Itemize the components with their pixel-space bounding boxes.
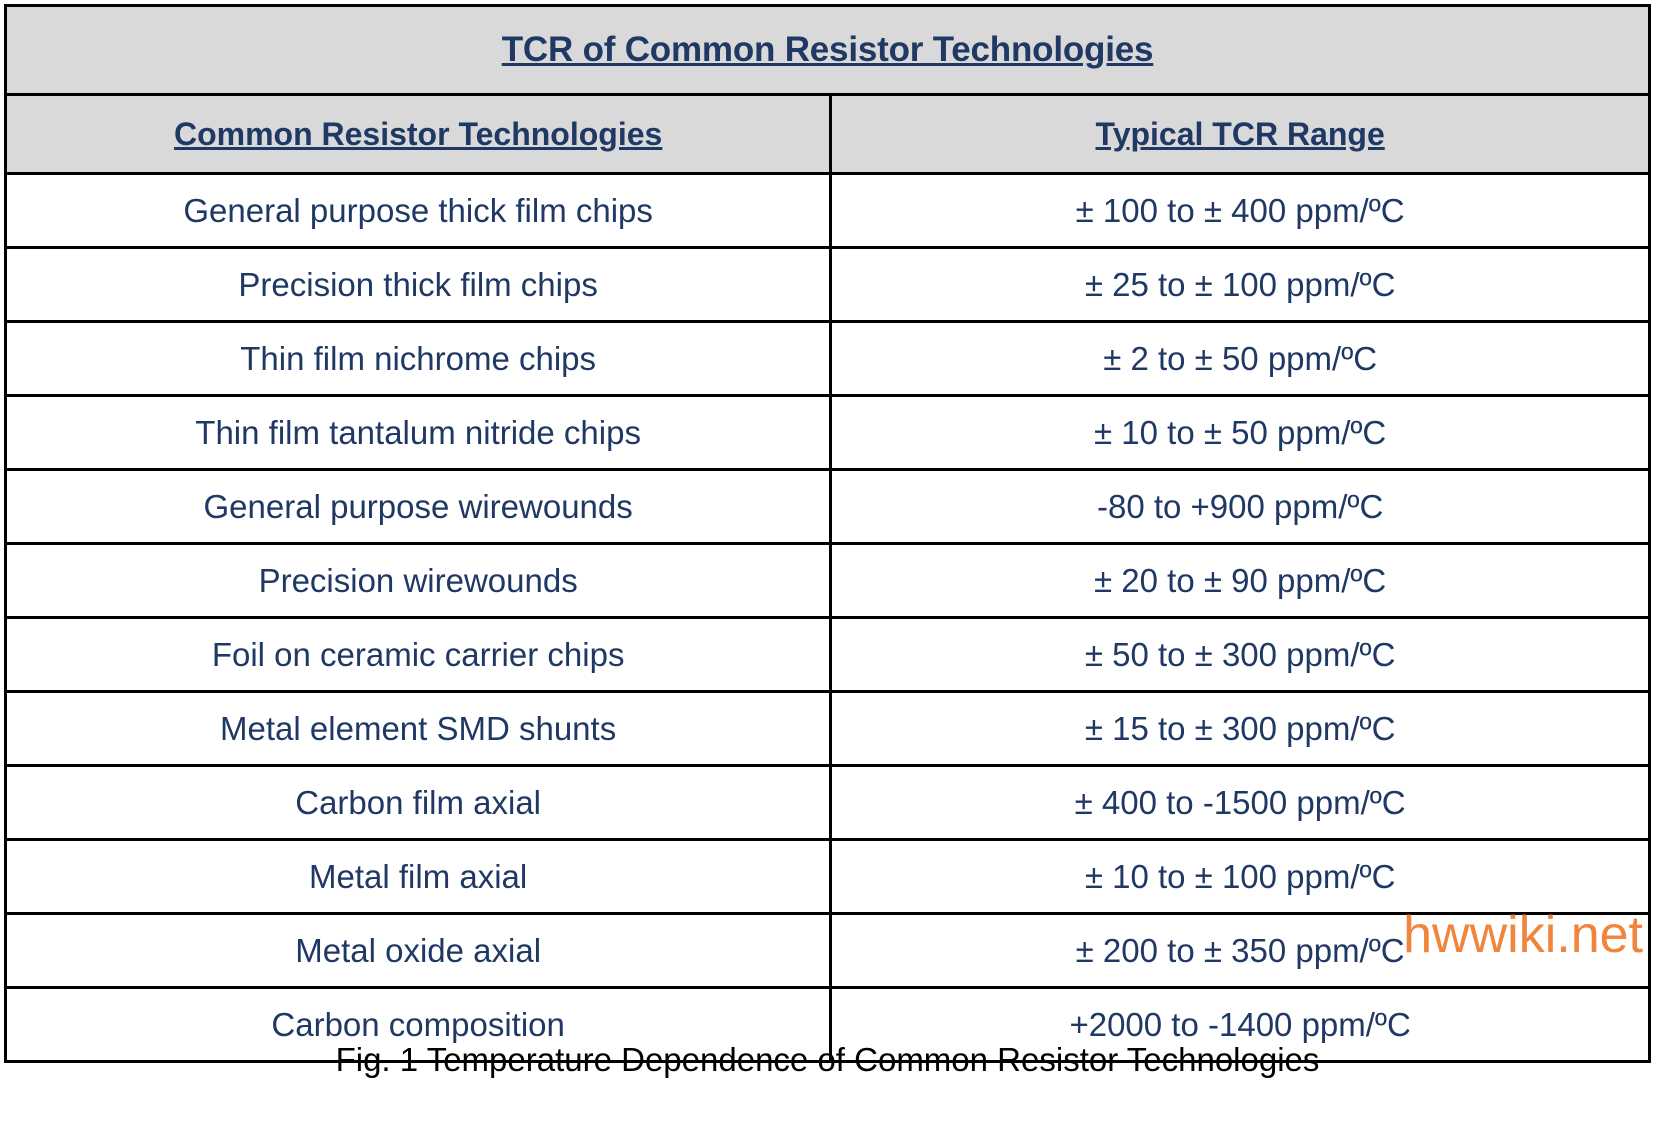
cell-technology: Thin film tantalum nitride chips (6, 396, 831, 470)
cell-technology: Carbon film axial (6, 766, 831, 840)
tcr-table (4, 4, 1651, 1063)
table-row (6, 766, 1650, 840)
table-header-row (6, 95, 1650, 174)
watermark-text: hwwiki.net (1403, 906, 1643, 964)
table-row (6, 174, 1650, 248)
column-header-tcr-range (831, 95, 1650, 174)
cell-technology: Foil on ceramic carrier chips (6, 618, 831, 692)
cell-tcr-range: ± 2 to ± 50 ppm/ºC (831, 322, 1650, 396)
cell-technology: Precision thick film chips (6, 248, 831, 322)
figure-caption: Fig. 1 Temperature Dependence of Common Resistor Technologies (335, 1041, 1320, 1078)
tcr-table-container (4, 4, 1651, 1063)
cell-technology: Carbon composition (6, 988, 831, 1062)
table-row (6, 470, 1650, 544)
cell-technology: Metal oxide axial (6, 914, 831, 988)
table-row (6, 618, 1650, 692)
cell-tcr-range: +2000 to -1400 ppm/ºC (831, 988, 1650, 1062)
cell-tcr-range: ± 400 to -1500 ppm/ºC (831, 766, 1650, 840)
column-header-technologies (6, 95, 831, 174)
table-row (6, 692, 1650, 766)
cell-technology: General purpose wirewounds (6, 470, 831, 544)
column-header-tcr-range-label: Typical TCR Range (1095, 115, 1385, 152)
table-row (6, 544, 1650, 618)
cell-tcr-range: ± 20 to ± 90 ppm/ºC (831, 544, 1650, 618)
cell-technology: Thin film nichrome chips (6, 322, 831, 396)
table-row (6, 914, 1650, 988)
cell-tcr-range: ± 10 to ± 100 ppm/ºC (831, 840, 1650, 914)
cell-tcr-range: ± 50 to ± 300 ppm/ºC (831, 618, 1650, 692)
table-row (6, 248, 1650, 322)
cell-technology: General purpose thick film chips (6, 174, 831, 248)
cell-technology: Precision wirewounds (6, 544, 831, 618)
cell-technology: Metal element SMD shunts (6, 692, 831, 766)
table-title-text: TCR of Common Resistor Technologies (501, 30, 1154, 69)
cell-tcr-range: ± 100 to ± 400 ppm/ºC (831, 174, 1650, 248)
table-row (6, 840, 1650, 914)
cell-tcr-range: ± 25 to ± 100 ppm/ºC (831, 248, 1650, 322)
table-row (6, 396, 1650, 470)
column-header-technologies-label: Common Resistor Technologies (173, 115, 663, 152)
cell-tcr-range: -80 to +900 ppm/ºC (831, 470, 1650, 544)
cell-tcr-range: ± 200 to ± 350 ppm/ºC (831, 914, 1650, 988)
table-row (6, 322, 1650, 396)
cell-technology: Metal film axial (6, 840, 831, 914)
cell-tcr-range: ± 10 to ± 50 ppm/ºC (831, 396, 1650, 470)
cell-tcr-range: ± 15 to ± 300 ppm/ºC (831, 692, 1650, 766)
table-title-row (6, 6, 1650, 95)
table-title-cell (6, 6, 1650, 95)
